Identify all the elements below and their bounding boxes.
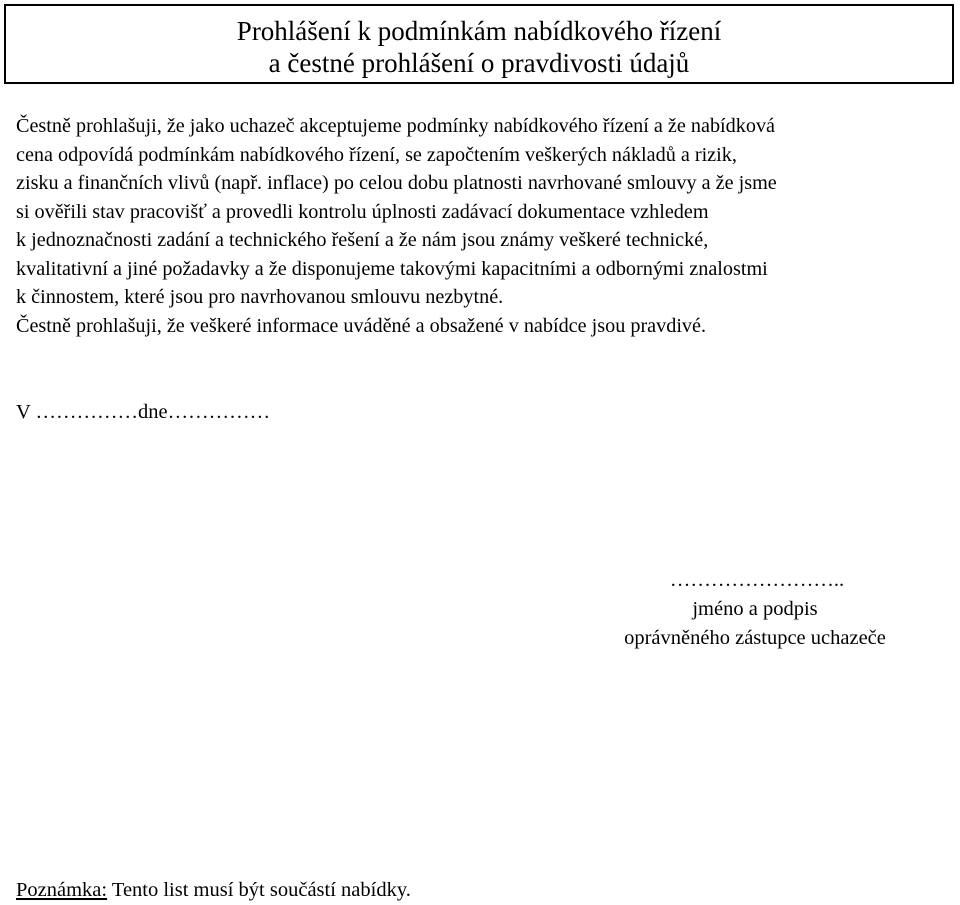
declaration-line: Čestně prohlašuji, že jako uchazeč akceptujeme podmínky nabídkového řízení a že nabídková <box>16 115 775 137</box>
signature-line: …………………….. <box>669 569 845 591</box>
declaration-line: kvalitativní a jiné požadavky a že disponujeme takovými kapacitními a odbornými znalostmi <box>16 257 768 280</box>
declaration-line: cena odpovídá podmínkám nabídkového řízení, se započtením veškerých nákladů a rizik, <box>16 143 737 166</box>
declaration-line: k jednoznačnosti zadání a technického řešení a že nám jsou známy veškeré technické, <box>16 229 709 251</box>
title-box <box>4 4 954 84</box>
declaration-line: Čestně prohlašuji, že veškeré informace uváděné a obsažené v nabídce jsou pravdivé. <box>16 314 707 337</box>
document-title-line-2: a čestné prohlášení o pravdivosti údajů <box>268 48 690 78</box>
footnote-label: Poznámka: <box>16 879 108 901</box>
footnote-text: Tento list musí být součástí nabídky. <box>107 879 411 901</box>
signature-block <box>575 566 935 653</box>
declaration-line: si ověřili stav pracovišť a provedli kontrolu úplnosti zadávací dokumentace vzhledem <box>16 200 709 223</box>
footnote <box>16 876 411 904</box>
place-date-field: V ……………dne…………… <box>16 401 271 423</box>
document-title-line-1: Prohlášení k podmínkám nabídkového řízení <box>236 16 722 46</box>
declaration-line: zisku a finančních vlivů (např. inflace) po celou dobu platnosti navrhované smlouvy a že jsme <box>16 172 777 194</box>
declaration-line: k činnostem, které jsou pro navrhovanou smlouvu nezbytné. <box>16 286 504 308</box>
signature-role-label: oprávněného zástupce uchazeče <box>624 627 886 649</box>
signature-label: jméno a podpis <box>692 598 818 620</box>
declaration-text <box>16 112 956 340</box>
